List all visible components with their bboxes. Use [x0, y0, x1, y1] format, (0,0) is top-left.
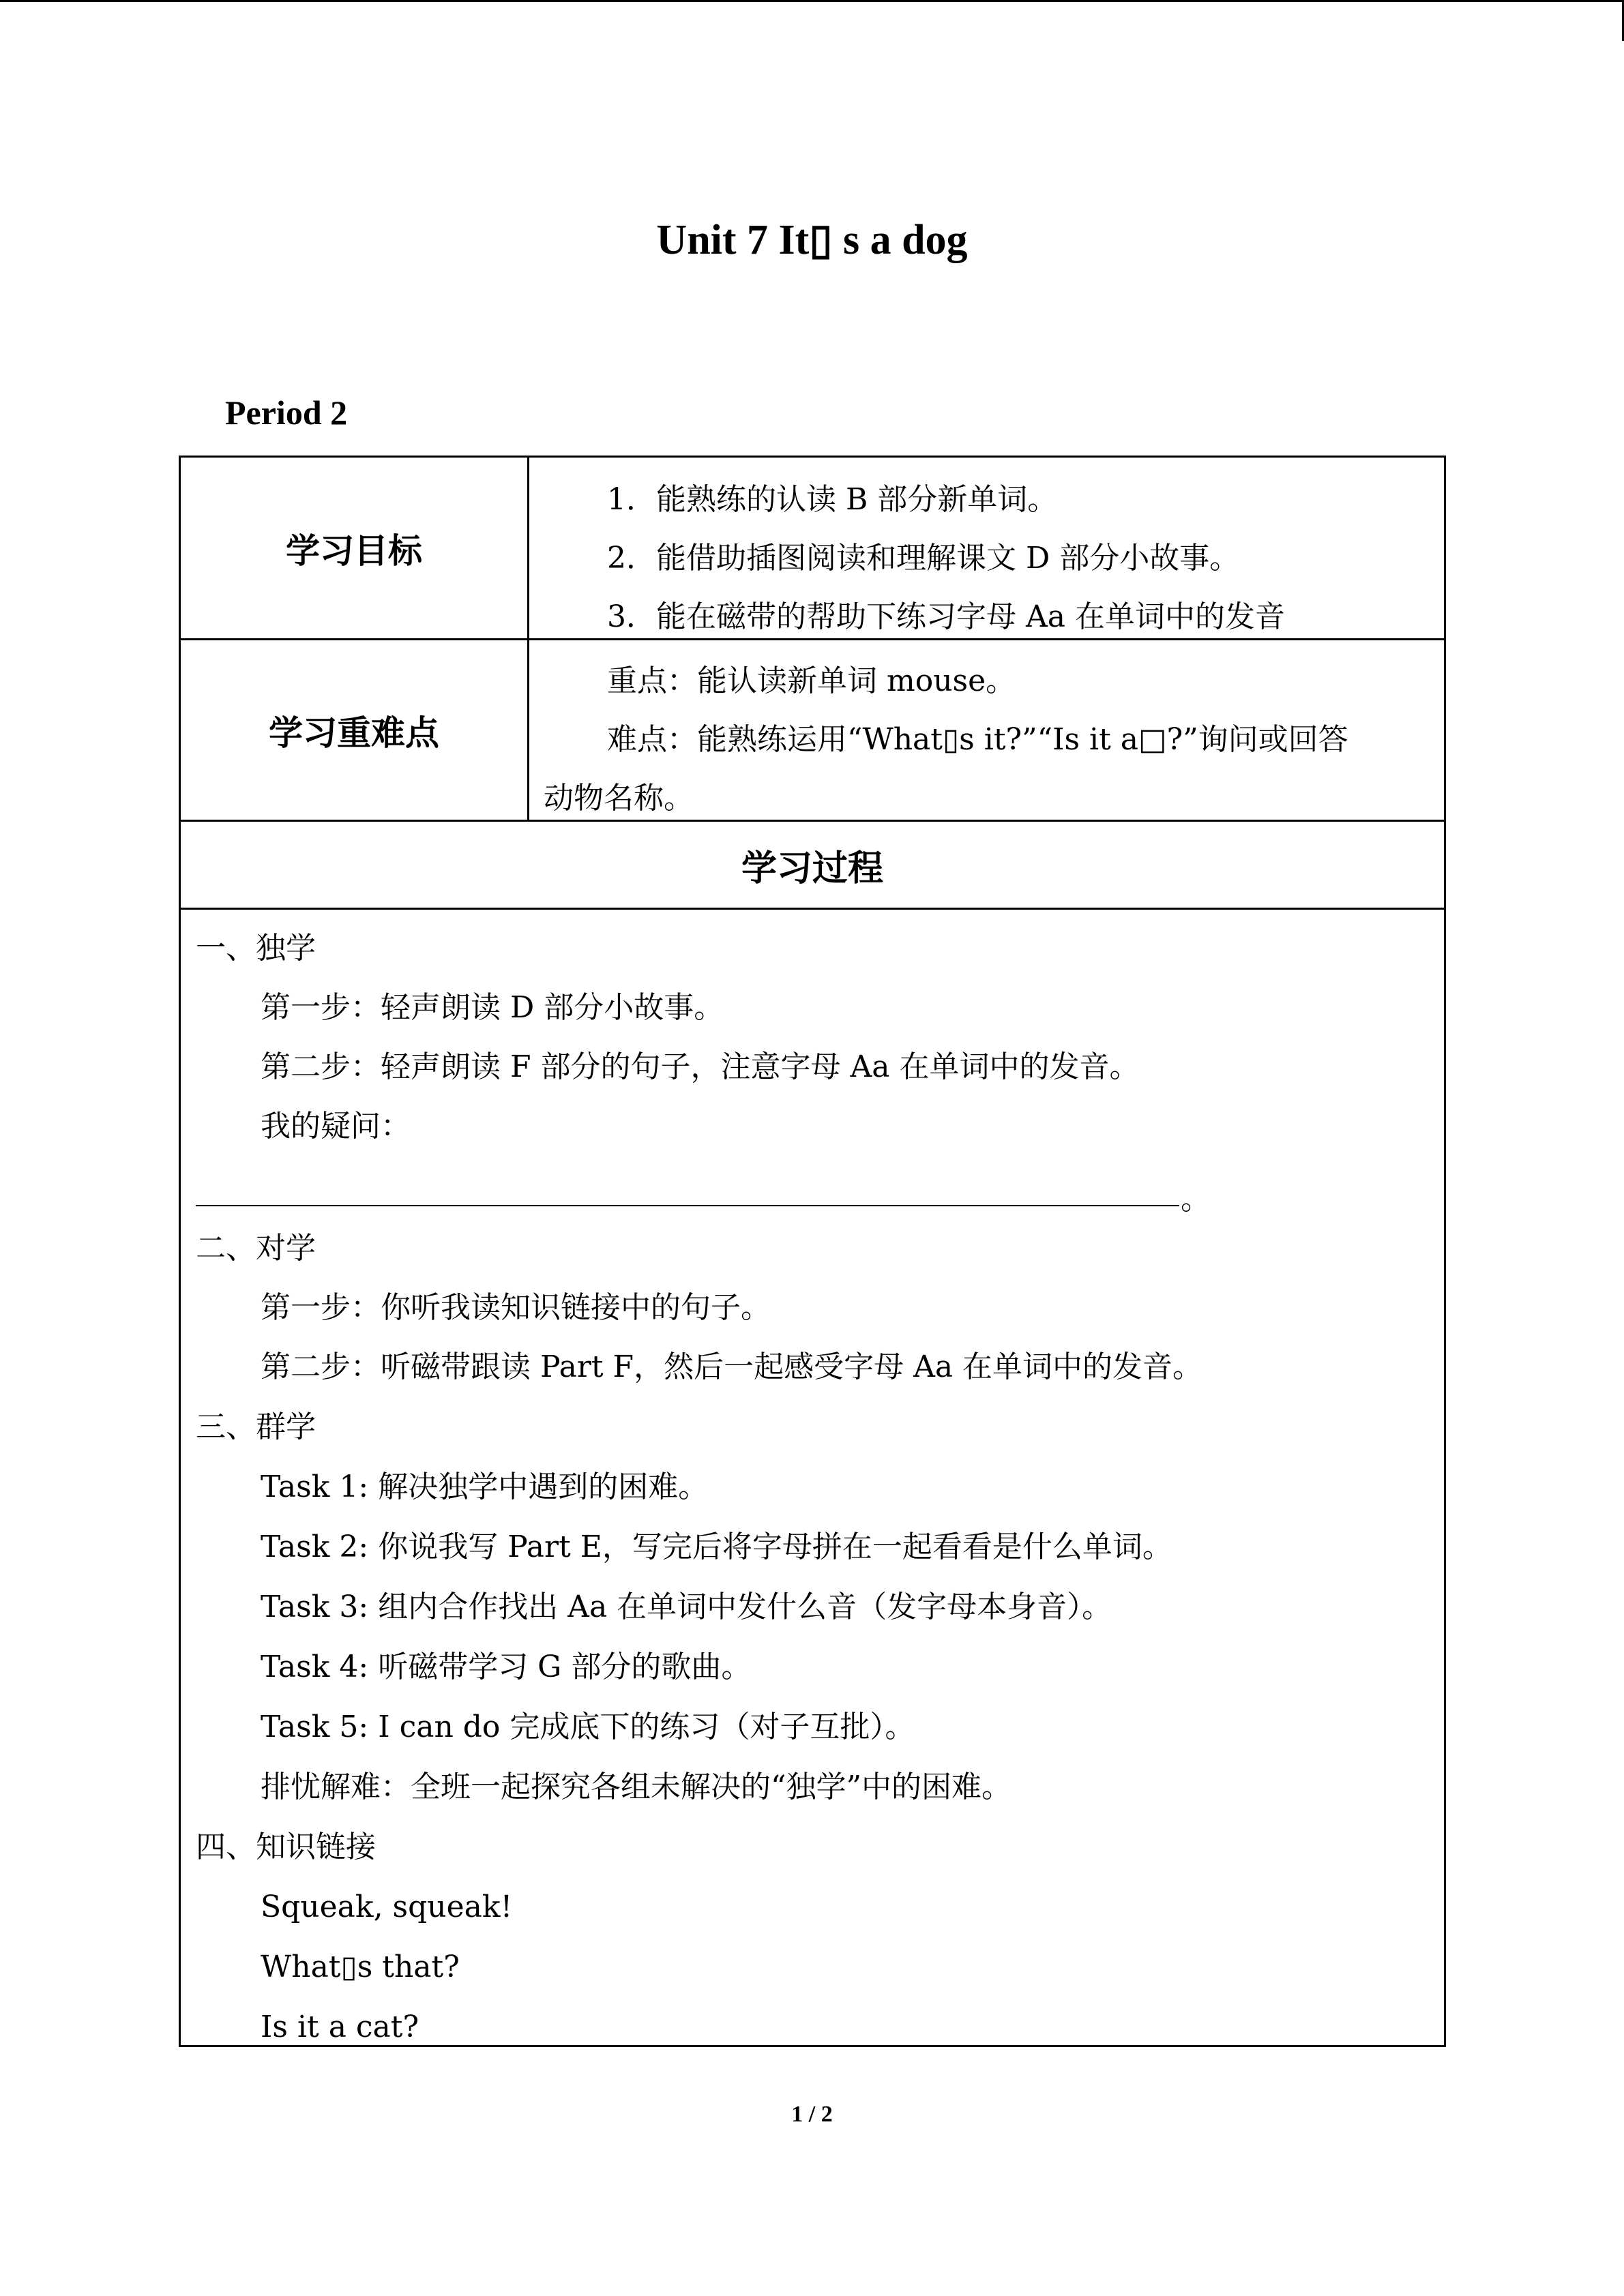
task-4: Task 4: 听磁带学习 G 部分的歌曲。 — [261, 1650, 752, 1684]
difficult-point-continuation: 动物名称。 — [544, 781, 694, 816]
task-5: Task 5: I can do 完成底下的练习（对子互批）。 — [261, 1710, 915, 1744]
section-heading-knowledge-link: 四、知识链接 — [196, 1830, 376, 1864]
goal-item-3: 3．能在磁带的帮助下练习字母 Aa 在单词中的发音 — [607, 599, 1285, 634]
period-heading: Period 2 — [225, 393, 348, 432]
task-2: Task 2: 你说我写 Part E，写完后将字母拼在一起看看是什么单词。 — [261, 1530, 1172, 1564]
key-points-label: 学习重难点 — [269, 713, 439, 753]
document-title: Unit 7 It▯ s a dog — [656, 217, 968, 263]
answer-blank-end: 。 — [1181, 1182, 1211, 1217]
self-study-step-1: 第一步：轻声朗读 D 部分小故事。 — [261, 990, 724, 1025]
row-divider — [181, 908, 1444, 910]
answer-blank-line — [196, 1205, 1179, 1206]
section-heading-pair-study: 二、对学 — [196, 1231, 316, 1266]
task-1: Task 1: 解决独学中遇到的困难。 — [261, 1470, 709, 1504]
knowledge-line-3: Is it a cat? — [261, 2010, 419, 2044]
column-divider — [527, 458, 529, 820]
knowledge-line-1: Squeak, squeak! — [261, 1890, 513, 1924]
lesson-table — [179, 456, 1446, 2047]
process-header: 学习过程 — [741, 848, 883, 889]
pair-study-step-1: 第一步：你听我读知识链接中的句子。 — [261, 1290, 771, 1325]
section-heading-group-study: 三、群学 — [196, 1410, 316, 1444]
my-question-label: 我的疑问： — [261, 1109, 411, 1144]
task-3: Task 3: 组内合作找出 Aa 在单词中发什么音（发字母本身音）。 — [261, 1590, 1112, 1624]
goal-item-1: 1．能熟练的认读 B 部分新单词。 — [607, 482, 1058, 517]
self-study-step-2: 第二步：轻声朗读 F 部分的句子，注意字母 Aa 在单词中的发音。 — [261, 1049, 1140, 1084]
resolve-difficulties: 排忧解难：全班一起探究各组未解决的“独学”中的困难。 — [261, 1770, 1012, 1804]
page-number: 1 / 2 — [791, 2102, 833, 2127]
key-point-line: 重点：能认读新单词 mouse。 — [607, 664, 1016, 698]
knowledge-line-2: What▯s that? — [261, 1950, 460, 1984]
goals-label: 学习目标 — [286, 531, 422, 571]
goal-item-2: 2．能借助插图阅读和理解课文 D 部分小故事。 — [607, 541, 1240, 576]
pair-study-step-2: 第二步：听磁带跟读 Part F，然后一起感受字母 Aa 在单词中的发音。 — [261, 1350, 1203, 1384]
section-heading-self-study: 一、独学 — [196, 931, 316, 966]
page-top-border — [0, 0, 1624, 2]
difficult-point-line: 难点：能熟练运用“What▯s it?”“Is it a□?”询问或回答 — [607, 722, 1348, 757]
